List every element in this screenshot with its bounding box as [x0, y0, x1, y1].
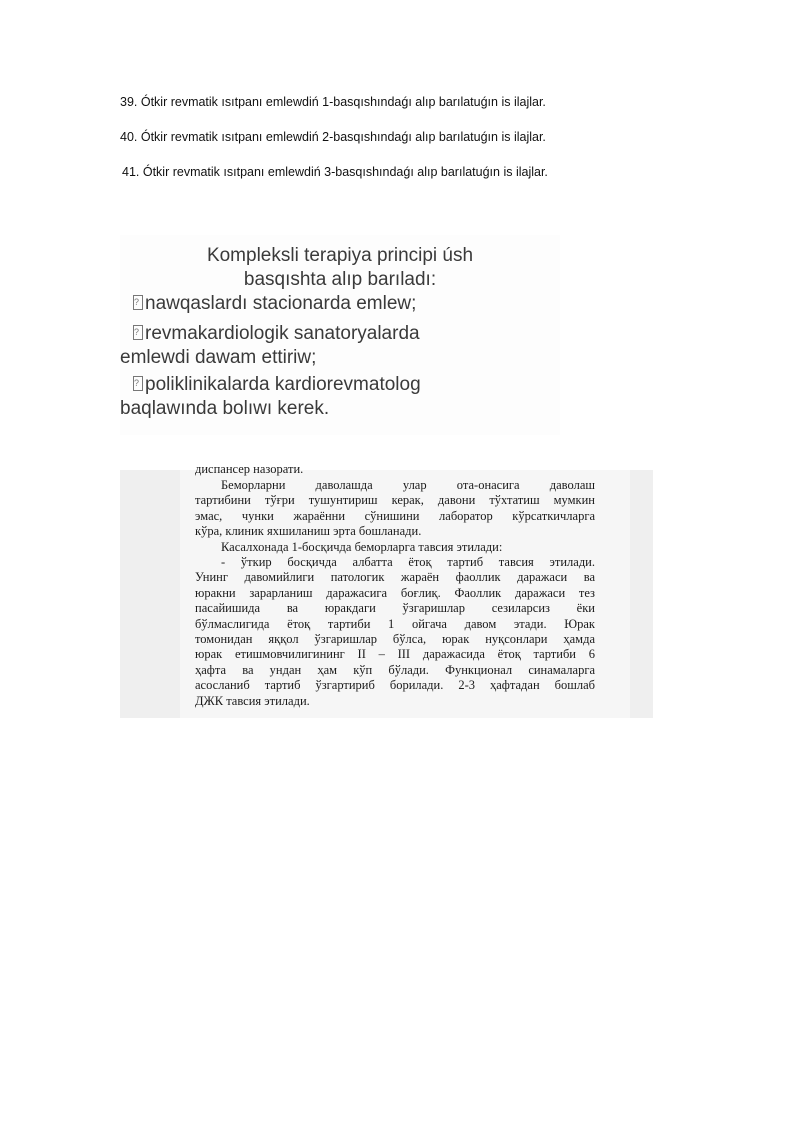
scan-line-7: Унинг давомийлиги патологик жараён фаоллик даражаси ва	[195, 570, 595, 585]
slide-item-3-line-2: baqlawında bolıwı kerek.	[120, 398, 330, 419]
question-39: 39. Ótkir revmatik ısıtpanı emlewdiń 1-basqıshındaǵı alıp barılatuǵın is ilajlar.	[120, 95, 546, 109]
missing-glyph-icon	[133, 325, 143, 340]
question-40: 40. Ótkir revmatik ısıtpanı emlewdiń 2-basqıshındaǵı alıp barılatuǵın is ilajlar.	[120, 130, 546, 144]
slide-item-2-line-1: revmakardiologik sanatoryalarda	[145, 323, 420, 344]
question-41: 41. Ótkir revmatik ısıtpanı emlewdiń 3-basqıshındaǵı alıp barılatuǵın is ilajlar.	[122, 165, 548, 179]
missing-glyph-icon	[133, 295, 143, 310]
slide-item-1-text: nawqaslardı stacionarda emlew;	[145, 293, 417, 314]
scan-line-14: асосланиб тартиб ўзгартириб борилади. 2-3 ҳафтадан бошлаб	[195, 678, 595, 693]
scan-line-5: Касалхонада 1-босқичда беморларга тавсия этилади:	[221, 539, 503, 554]
scan-line-3: эмас, чунки жараённи сўнишини лаборатор кўрсаткичларга	[195, 508, 595, 523]
slide-item-3	[120, 373, 563, 421]
scan-line-9: пасайишида ва юракдаги ўзгаришлар сезиларсиз ёки	[195, 601, 595, 616]
slide-item-2-line-2: emlewdi dawam ettiriw;	[120, 347, 317, 368]
scan-line-cut	[195, 462, 595, 478]
scan-line-11: томонидан яққол ўзгаришлар бўлса, юрак нуқсонлари ҳамда	[195, 632, 595, 647]
slide-title-line-1: Kompleksli terapiya principi úsh	[206, 245, 474, 266]
slide-image	[120, 235, 560, 435]
slide-title-line-2: basqıshta alıp barıladı:	[243, 269, 437, 290]
slide-item-1	[133, 292, 563, 316]
scan-line-6: - ўткир босқичда албатта ётоқ тартиб тавсия этилади.	[221, 555, 595, 570]
missing-glyph-icon	[133, 376, 143, 391]
scan-line-10: бўлмаслигида ётоқ тартиби 1 ойгача давом этади. Юрак	[195, 616, 595, 631]
scan-line-2: тартибини тўғри тушунтириш керак, давони тўхтатиш мумкин	[195, 493, 595, 508]
scanned-page-image	[120, 462, 653, 718]
scan-line-13: ҳафта ва ундан ҳам кўп бўлади. Функционал синамаларга	[195, 662, 595, 677]
scan-line-12: юрак етишмовчилигининг II – III даражасида ётоқ тартиби 6	[195, 647, 595, 662]
slide-item-3-line-1: poliklinikalarda kardiorevmatolog	[145, 374, 421, 395]
slide-item-2	[120, 322, 563, 370]
slide-title	[120, 244, 560, 292]
scan-text-block	[195, 462, 595, 709]
scan-line-15: ДЖК тавсия этилади.	[195, 693, 310, 708]
scan-line-4: кўра, клиник яхшиланиш эрта бошланади.	[195, 524, 422, 539]
scan-line-0: диспансер назорати.	[195, 462, 304, 476]
scan-line-1: Беморларни даволашда улар ота-онасига даволаш	[221, 478, 595, 492]
scan-line-8: юракни зарарланиш даражасига боғлиқ. Фаоллик даражаси тез	[195, 585, 595, 600]
